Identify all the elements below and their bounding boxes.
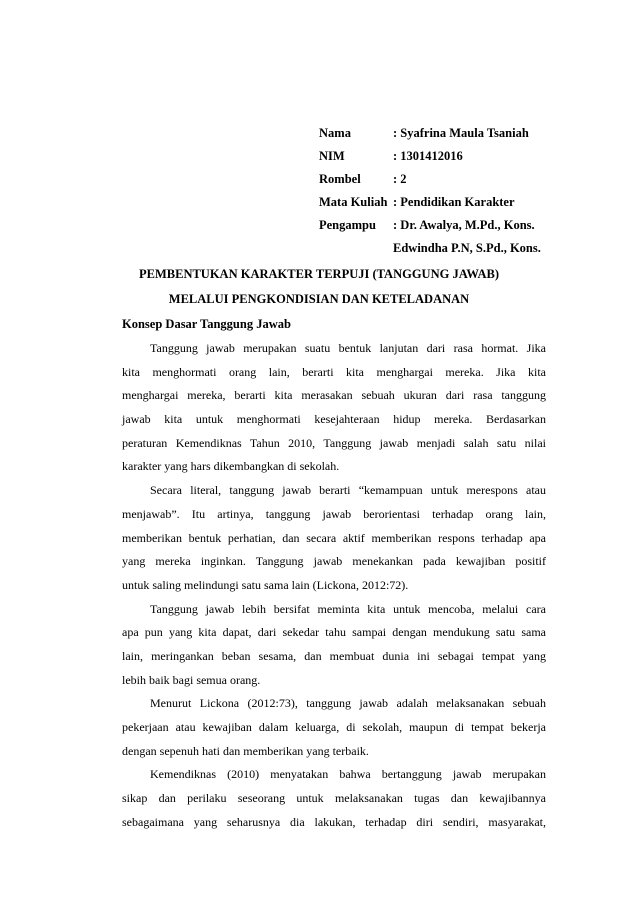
text-line: memberikan bentuk perhatian, dan secara aktif memberikan respons terhadap apa [122,530,546,545]
text-line: karakter yang hars dikembangkan di sekolah. [122,459,340,474]
text-line: jawab kita untuk menghormati kesejahteraan hidup mereka. Berdasarkan [122,412,546,427]
text-line: menghargai mereka, berarti kita merasakan sebuah ukuran dari rasa tanggung [122,388,546,403]
info-label: Rombel [319,172,361,186]
section-heading: Konsep Dasar Tanggung Jawab [122,317,291,331]
info-value: : Dr. Awalya, M.Pd., Kons. [393,218,535,232]
paragraph [122,763,546,834]
text-line: Secara literal, tanggung jawab berarti “kemampuan untuk merespons atau [150,483,546,498]
info-label [319,237,393,260]
text-line: untuk saling melindungi satu sama lain (Lickona, 2012:72). [122,577,409,592]
body-text [122,337,546,834]
text-line: lebih baik bagi semua orang. [122,672,261,687]
paragraph [122,692,546,763]
info-label: Nama [319,126,351,140]
info-value: : 2 [393,172,407,186]
text-line: peraturan Kemendiknas Tahun 2010, Tanggung jawab menjadi salah satu nilai [122,435,546,450]
text-line: sebagaimana yang seharusnya dia lakukan, terhadap diri sendiri, masyarakat, [122,814,546,829]
info-row-pengampu [319,214,541,237]
text-line: sikap dan perilaku seseorang untuk melaksanakan tugas dan kewajibannya [122,791,546,806]
title-line-1: PEMBENTUKAN KARAKTER TERPUJI (TANGGUNG JAWAB) [139,267,499,281]
info-row-nama [319,122,541,145]
info-value: Edwindha P.N, S.Pd., Kons. [393,241,541,255]
info-value: : 1301412016 [393,149,463,163]
text-line: Menurut Lickona (2012:73), tanggung jawab adalah melaksanakan sebuah [150,696,546,711]
info-row-nim [319,145,541,168]
text-line: pekerjaan atau kewajiban dalam keluarga, di sekolah, maupun di tempat bekerja [122,720,546,734]
paragraph [122,598,546,693]
info-row-rombel [319,168,541,191]
text-line: Tanggung jawab lebih bersifat meminta kita untuk mencoba, melalui cara [150,601,546,616]
text-line: menjawab”. Itu artinya, tanggung jawab berorientasi terhadap orang lain, [122,506,546,521]
info-row-mata-kuliah [319,191,541,214]
text-line: Tanggung jawab merupakan suatu bentuk lanjutan dari rasa hormat. Jika [150,341,546,355]
title-line-2: MELALUI PENGKONDISIAN DAN KETELADANAN [168,292,470,306]
info-label: Pengampu [319,218,376,232]
paragraph [122,479,546,597]
text-line: kita menghormati orang lain, berarti kita menghargai mereka. Jika kita [122,364,546,379]
info-value: : Syafrina Maula Tsaniah [393,126,529,140]
info-label: NIM [319,149,345,163]
text-line: Kemendiknas (2010) menyatakan bahwa bertanggung jawab merupakan [150,767,546,782]
info-label: Mata Kuliah [319,195,388,209]
text-line: yang mereka inginkan. Tanggung jawab menekankan pada kewajiban positif [122,554,546,569]
document-title [0,262,638,312]
info-row-pengampu-2 [319,237,541,260]
info-value: : Pendidikan Karakter [393,195,515,209]
student-info [319,122,541,260]
paragraph [122,337,546,479]
text-line: apa pun yang kita dapat, dari sekedar tahu sampai dengan mendukung satu sama [122,625,546,640]
text-line: lain, meringankan beban sesama, dan membuat dunia ini sebagai tempat yang [122,648,546,663]
text-line: dengan sepenuh hati dan memberikan yang terbaik. [122,743,369,758]
